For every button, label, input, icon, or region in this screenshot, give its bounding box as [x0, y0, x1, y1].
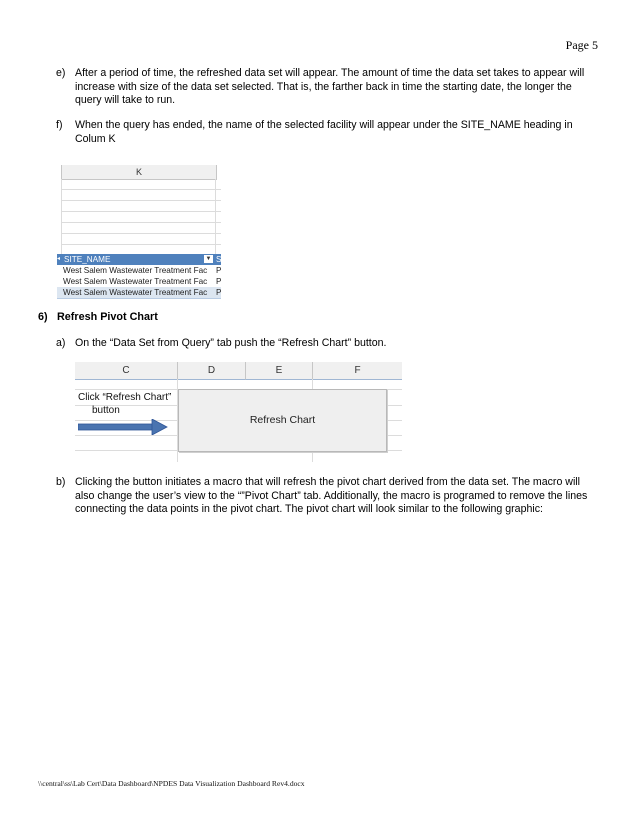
next-cell: P: [216, 288, 221, 297]
site-name-header-row: [57, 254, 221, 265]
section-title: Refresh Pivot Chart: [57, 311, 158, 323]
list-item-a: [56, 337, 596, 351]
list-text: Clicking the button initiates a macro that will refresh the pivot chart derived from the data set. The macro will also change the user’s view to the “”Pivot Chart” tab. Additionally, the macro is programed to remove the lines connecting the data points in the pivot chart. The pivot chart will look similar to the following graphic:: [75, 476, 588, 516]
page-number: Page 5: [565, 38, 598, 52]
list-text: When the query has ended, the name of the selected facility will appear under the SITE_NAME heading in Colum K: [75, 119, 573, 145]
grid-vline: [61, 179, 62, 261]
note-line-2: button: [92, 405, 120, 416]
refresh-chart-button[interactable]: Refresh Chart: [178, 389, 387, 452]
section-number: 6): [38, 311, 48, 323]
arrow-right-icon: [78, 419, 168, 435]
column-header-c: C: [75, 362, 178, 380]
site-name-header: SITE_NAME: [64, 255, 111, 264]
excel-site-name-snippet: [57, 165, 221, 300]
section-heading: [38, 311, 158, 323]
grid-line: [61, 222, 221, 223]
list-item-f: [56, 119, 596, 146]
column-header-f: F: [313, 362, 402, 380]
list-marker: b): [56, 476, 66, 488]
grid-line: [61, 233, 221, 234]
left-marker: ◂: [57, 256, 61, 262]
list-marker: e): [56, 67, 66, 79]
next-cell: P: [216, 277, 221, 286]
site-name-cell: West Salem Wastewater Treatment Fac: [63, 277, 208, 286]
next-col-header: S: [216, 255, 221, 264]
next-cell: P: [216, 266, 221, 275]
list-marker: a): [56, 337, 66, 349]
list-marker: f): [56, 119, 63, 131]
grid-line: [61, 200, 221, 201]
grid-vline: [215, 179, 216, 261]
list-item-b: [56, 476, 596, 517]
site-name-cell: West Salem Wastewater Treatment Fac: [63, 288, 208, 297]
footer-file-path: \\central\ss\Lab Cert\Data Dashboard\NPDES Data Visualization Dashboard Rev4.docx: [38, 779, 305, 788]
site-name-cell: West Salem Wastewater Treatment Fac: [63, 266, 208, 275]
note-line-1: Click “Refresh Chart”: [78, 392, 172, 403]
column-header-k: K: [61, 165, 217, 180]
list-text: On the “Data Set from Query” tab push the “Refresh Chart” button.: [75, 337, 387, 349]
filter-dropdown-icon[interactable]: ▼: [205, 256, 212, 262]
grid-line: [61, 211, 221, 212]
grid-line: [61, 244, 221, 245]
table-row: [57, 287, 221, 299]
list-item-e: [56, 67, 596, 108]
grid-line: [61, 189, 221, 190]
list-text: After a period of time, the refreshed data set will appear. The amount of time the data set takes to appear will increase with size of the data set selected. That is, the farther back in time the starting date, the longer the query will take to run.: [75, 67, 585, 107]
excel-refresh-chart-snippet: [75, 362, 402, 462]
click-instruction-note: [78, 391, 171, 417]
column-header-e: E: [246, 362, 313, 380]
column-header-d: D: [178, 362, 246, 380]
